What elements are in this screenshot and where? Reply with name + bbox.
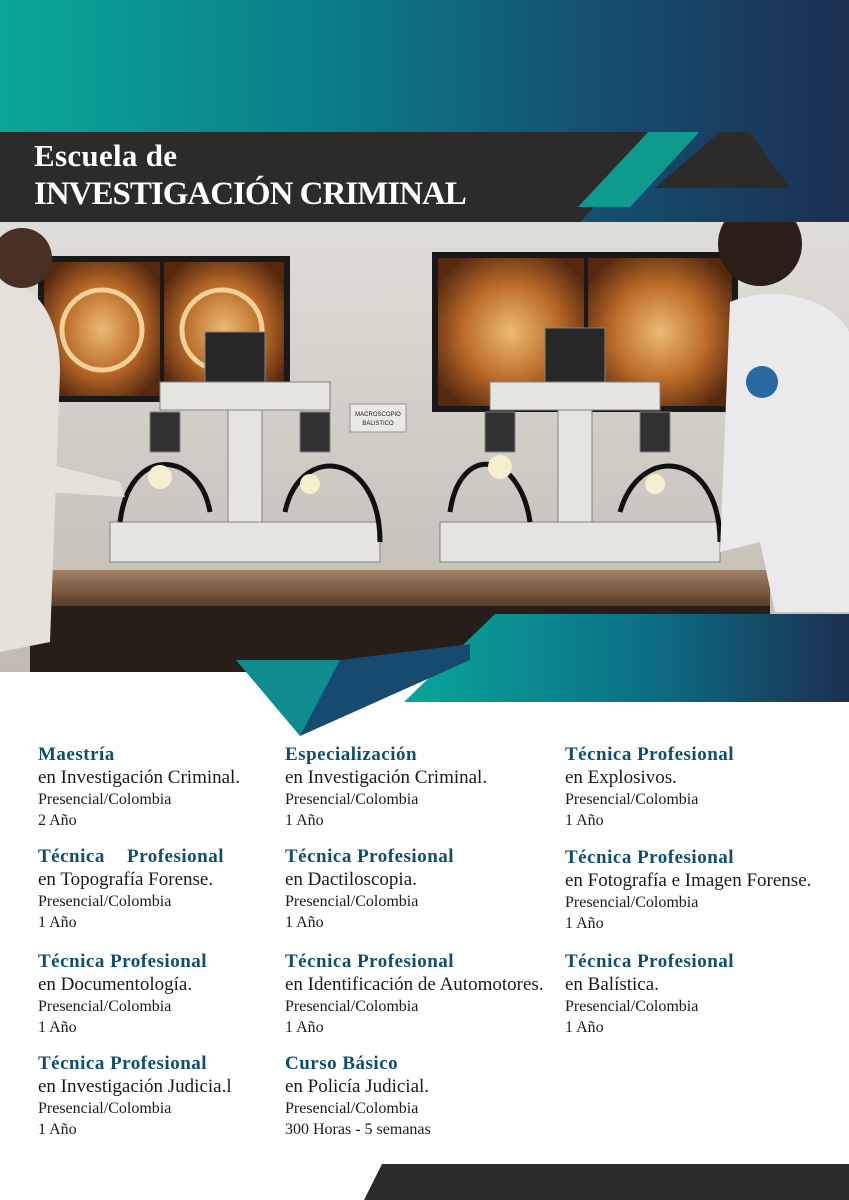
program-item — [285, 951, 560, 1038]
program-item — [38, 1053, 298, 1140]
program-field: en Investigación Criminal. — [38, 767, 241, 788]
program-duration: 300 Horas - 5 semanas — [285, 1121, 431, 1138]
program-field: en Topografía Forense. — [38, 869, 214, 890]
program-duration: 1 Año — [38, 914, 77, 931]
program-item — [285, 1053, 545, 1140]
program-mode: Presencial/Colombia — [285, 791, 419, 808]
program-field: en Policía Judicial. — [285, 1076, 430, 1097]
program-duration: 1 Año — [565, 915, 604, 932]
sign-text-1: MACROSCOPIO — [355, 412, 401, 418]
program-name: Técnica Profesional — [565, 847, 735, 868]
program-mode: Presencial/Colombia — [565, 791, 699, 808]
deco-large-shape — [404, 614, 849, 702]
program-field: en Dactiloscopia. — [285, 869, 417, 890]
program-mode: Presencial/Colombia — [285, 998, 419, 1015]
program-mode: Presencial/Colombia — [38, 1100, 172, 1117]
program-name: Técnica Profesional — [565, 951, 735, 972]
program-field: en Documentología. — [38, 974, 193, 995]
program-name: Maestría — [38, 744, 115, 765]
program-duration: 1 Año — [38, 1121, 77, 1138]
program-duration: 1 Año — [38, 1019, 77, 1036]
program-mode: Presencial/Colombia — [38, 791, 172, 808]
program-item — [38, 846, 224, 933]
program-mode: Presencial/Colombia — [285, 1100, 419, 1117]
title-line-1: Escuela de — [34, 138, 178, 173]
program-mode: Presencial/Colombia — [38, 998, 172, 1015]
program-name: Técnica Profesional — [38, 846, 224, 867]
program-duration: 1 Año — [285, 1019, 324, 1036]
program-duration: 1 Año — [565, 812, 604, 829]
program-field: en Explosivos. — [565, 767, 677, 788]
program-mode: Presencial/Colombia — [38, 893, 172, 910]
program-name: Curso Básico — [285, 1053, 399, 1074]
program-field: en Fotografía e Imagen Forense. — [565, 870, 812, 891]
program-item — [38, 744, 298, 831]
program-name: Técnica Profesional — [38, 951, 208, 972]
program-duration: 2 Año — [38, 812, 77, 829]
program-item — [285, 744, 545, 831]
program-duration: 1 Año — [285, 914, 324, 931]
program-item — [285, 846, 545, 933]
program-field: en Balística. — [565, 974, 659, 995]
program-duration: 1 Año — [285, 812, 324, 829]
program-item — [565, 847, 835, 934]
page-title — [34, 138, 466, 214]
program-mode: Presencial/Colombia — [565, 998, 699, 1015]
program-name: Técnica Profesional — [565, 744, 735, 765]
program-item — [565, 744, 825, 831]
program-field: en Investigación Criminal. — [285, 767, 488, 788]
photo-bottom-decoration — [0, 600, 849, 740]
program-name: Técnica Profesional — [285, 951, 455, 972]
sign-text-2: BALISTICO — [362, 421, 394, 427]
program-item — [565, 951, 825, 1038]
program-item — [38, 951, 298, 1038]
program-duration: 1 Año — [565, 1019, 604, 1036]
footer-bar — [0, 1160, 849, 1200]
program-field: en Identificación de Automotores. — [285, 974, 544, 995]
program-field: en Investigación Judicia.l — [38, 1076, 232, 1097]
program-name: Técnica Profesional — [285, 846, 455, 867]
program-name: Especialización — [285, 744, 418, 765]
program-mode: Presencial/Colombia — [285, 893, 419, 910]
title-line-2: INVESTIGACIÓN CRIMINAL — [34, 176, 466, 212]
program-name: Técnica Profesional — [38, 1053, 208, 1074]
program-mode: Presencial/Colombia — [565, 894, 699, 911]
